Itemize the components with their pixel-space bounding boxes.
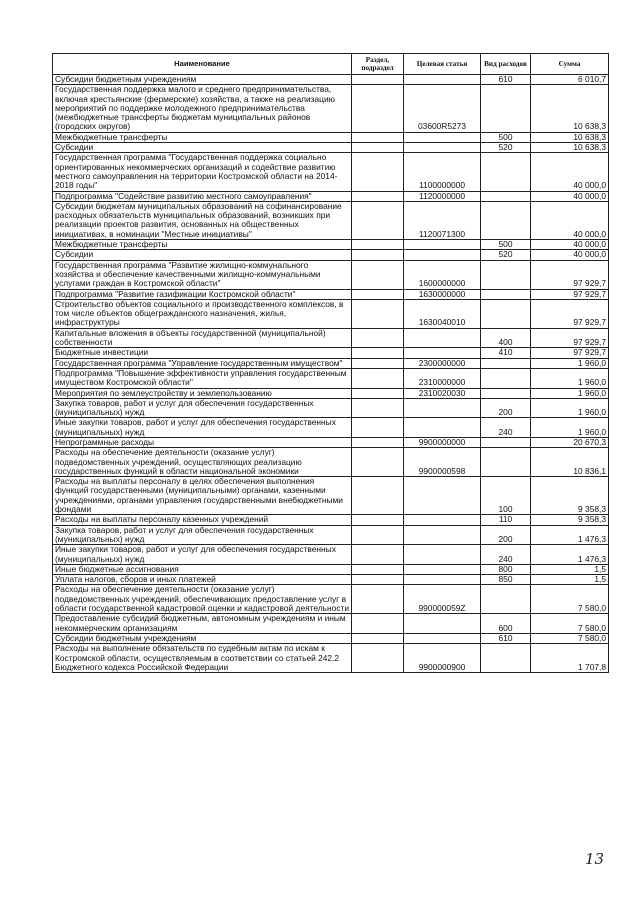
table-row (53, 250, 609, 260)
target-cell (404, 418, 481, 438)
table-row (53, 585, 609, 614)
sum-cell: 40 000,0 (531, 153, 609, 191)
type-cell: 240 (481, 545, 531, 565)
name-cell: Предоставление субсидий бюджетным, автономным учреждениям и иным некоммерческим организациям (53, 614, 352, 634)
name-cell: Иные закупки товаров, работ и услуг для обеспечения государственных (муниципальных) нужд (53, 418, 352, 438)
table-row (53, 348, 609, 358)
sum-cell: 97 929,7 (531, 299, 609, 328)
header-name: Наименование (53, 54, 352, 75)
type-cell: 610 (481, 633, 531, 643)
sum-cell: 7 580,0 (531, 633, 609, 643)
name-cell: Капитальные вложения в объекты государственной (муниципальной) собственности (53, 328, 352, 348)
sum-cell: 10 836,1 (531, 448, 609, 477)
sum-cell: 1 960,0 (531, 368, 609, 388)
target-cell: 990000059Z (404, 585, 481, 614)
sum-cell: 9 358,3 (531, 477, 609, 515)
type-cell (481, 358, 531, 368)
name-cell: Бюджетные инвестиции (53, 348, 352, 358)
target-cell (404, 633, 481, 643)
sum-cell: 10 638,3 (531, 132, 609, 142)
target-cell (404, 328, 481, 348)
section-cell (352, 358, 404, 368)
section-cell (352, 201, 404, 239)
type-cell (481, 153, 531, 191)
section-cell (352, 418, 404, 438)
sum-cell: 1 476,3 (531, 525, 609, 545)
name-cell: Субсидии бюджетам муниципальных образований на софинансирование расходных обязательств муниципальных образований, возникших при реализации проектов развития, основанных на общественных инициативах, в номинации "Местные инициативы" (53, 201, 352, 239)
table-row (53, 398, 609, 418)
table-row (53, 614, 609, 634)
type-cell: 100 (481, 477, 531, 515)
name-cell: Межбюджетные трансферты (53, 240, 352, 250)
table-row (53, 260, 609, 289)
type-cell (481, 85, 531, 132)
target-cell (404, 132, 481, 142)
type-cell: 520 (481, 250, 531, 260)
table-row (53, 358, 609, 368)
target-cell (404, 348, 481, 358)
target-cell: 1630000000 (404, 289, 481, 299)
name-cell: Расходы на выплаты персоналу в целях обеспечения выполнения функций государственными (муниципальными) органами, казенными учреждениями, органами управления государственными внебюджетными фондами (53, 477, 352, 515)
type-cell: 600 (481, 614, 531, 634)
section-cell (352, 525, 404, 545)
name-cell: Подпрограмма "Повышение эффективности управления государственным имуществом Костромской области" (53, 368, 352, 388)
section-cell (352, 545, 404, 565)
section-cell (352, 644, 404, 673)
name-cell: Государственная поддержка малого и среднего предпринимательства, включая крестьянские (фермерские) хозяйства, а также на реализацию мероприятий по поддержке молодежного предпринимательства (межбюджетные трансферты бюджетам муниципальных районов (городских округов) (53, 85, 352, 132)
section-cell (352, 633, 404, 643)
name-cell: Иные закупки товаров, работ и услуг для обеспечения государственных (муниципальных) нужд (53, 545, 352, 565)
table-row (53, 143, 609, 153)
name-cell: Субсидии (53, 250, 352, 260)
table-row (53, 388, 609, 398)
name-cell: Непрограммные расходы (53, 437, 352, 447)
sum-cell: 1 960,0 (531, 358, 609, 368)
section-cell (352, 575, 404, 585)
table-row (53, 240, 609, 250)
name-cell: Субсидии бюджетным учреждениям (53, 75, 352, 85)
name-cell: Подпрограмма "Развитие газификации Костромской области" (53, 289, 352, 299)
table-body (53, 75, 609, 673)
table-row (53, 525, 609, 545)
sum-cell: 1,5 (531, 564, 609, 574)
section-cell (352, 437, 404, 447)
target-cell (404, 398, 481, 418)
sum-cell: 97 929,7 (531, 260, 609, 289)
name-cell: Субсидии бюджетным учреждениям (53, 633, 352, 643)
table-row (53, 437, 609, 447)
type-cell (481, 191, 531, 201)
table-row (53, 368, 609, 388)
name-cell: Уплата налогов, сборов и иных платежей (53, 575, 352, 585)
target-cell: 9900000000 (404, 437, 481, 447)
section-cell (352, 299, 404, 328)
sum-cell: 7 580,0 (531, 614, 609, 634)
type-cell: 850 (481, 575, 531, 585)
table-row (53, 201, 609, 239)
target-cell (404, 250, 481, 260)
target-cell (404, 545, 481, 565)
table-row (53, 299, 609, 328)
table-row (53, 515, 609, 525)
section-cell (352, 477, 404, 515)
budget-table-page (52, 53, 608, 673)
table-row (53, 448, 609, 477)
name-cell: Закупка товаров, работ и услуг для обеспечения государственных (муниципальных) нужд (53, 398, 352, 418)
name-cell: Расходы на выплаты персоналу казенных учреждений (53, 515, 352, 525)
section-cell (352, 132, 404, 142)
sum-cell: 7 580,0 (531, 585, 609, 614)
type-cell: 610 (481, 75, 531, 85)
sum-cell: 1 960,0 (531, 388, 609, 398)
target-cell (404, 240, 481, 250)
type-cell (481, 585, 531, 614)
section-cell (352, 448, 404, 477)
target-cell: 9900000900 (404, 644, 481, 673)
table-row (53, 75, 609, 85)
section-cell (352, 191, 404, 201)
sum-cell: 40 000,0 (531, 250, 609, 260)
type-cell: 110 (481, 515, 531, 525)
section-cell (352, 260, 404, 289)
section-cell (352, 75, 404, 85)
header-section: Раздел, подраздел (352, 54, 404, 75)
name-cell: Мероприятия по землеустройству и землепользованию (53, 388, 352, 398)
sum-cell: 97 929,7 (531, 289, 609, 299)
target-cell: 1120071300 (404, 201, 481, 239)
target-cell: 1100000000 (404, 153, 481, 191)
sum-cell: 1 476,3 (531, 545, 609, 565)
target-cell: 1600000000 (404, 260, 481, 289)
name-cell: Субсидии (53, 143, 352, 153)
sum-cell: 10 638,3 (531, 143, 609, 153)
sum-cell: 1,5 (531, 575, 609, 585)
target-cell (404, 525, 481, 545)
target-cell: 2300000000 (404, 358, 481, 368)
type-cell: 520 (481, 143, 531, 153)
name-cell: Закупка товаров, работ и услуг для обеспечения государственных (муниципальных) нужд (53, 525, 352, 545)
section-cell (352, 328, 404, 348)
target-cell: 2310020030 (404, 388, 481, 398)
name-cell: Государственная программа "Государственная поддержка социально ориентированных некоммерческих организаций и содействие развитию местного самоуправления на территории Костромской области на 2014-2018 годы" (53, 153, 352, 191)
type-cell (481, 437, 531, 447)
name-cell: Иные бюджетные ассигнования (53, 564, 352, 574)
type-cell (481, 289, 531, 299)
table-header-row (53, 54, 609, 75)
name-cell: Подпрограмма "Содействие развитию местного самоуправления" (53, 191, 352, 201)
table-row (53, 418, 609, 438)
type-cell: 240 (481, 418, 531, 438)
type-cell: 200 (481, 398, 531, 418)
type-cell (481, 368, 531, 388)
target-cell: 1120000000 (404, 191, 481, 201)
type-cell (481, 644, 531, 673)
sum-cell: 6 010,7 (531, 75, 609, 85)
section-cell (352, 585, 404, 614)
sum-cell: 9 358,3 (531, 515, 609, 525)
table-row (53, 633, 609, 643)
sum-cell: 97 929,7 (531, 348, 609, 358)
sum-cell: 40 000,0 (531, 240, 609, 250)
section-cell (352, 143, 404, 153)
table-row (53, 85, 609, 132)
target-cell: 9900000598 (404, 448, 481, 477)
name-cell: Государственная программа "Развитие жилищно-коммунального хозяйства и обеспечение качественными жилищно-коммунальными услугами граждан в Костромской области" (53, 260, 352, 289)
name-cell: Расходы на обеспечение деятельности (оказание услуг) подведомственных учреждений, обеспечивающих предоставление услуг в области государственной кадастровой оценки и кадастровой деятельности (53, 585, 352, 614)
section-cell (352, 564, 404, 574)
type-cell: 800 (481, 564, 531, 574)
section-cell (352, 240, 404, 250)
section-cell (352, 614, 404, 634)
section-cell (352, 348, 404, 358)
target-cell (404, 75, 481, 85)
table-row (53, 545, 609, 565)
header-sum: Сумма (531, 54, 609, 75)
target-cell: 1630040010 (404, 299, 481, 328)
type-cell (481, 201, 531, 239)
budget-table (52, 53, 609, 673)
target-cell (404, 515, 481, 525)
type-cell (481, 299, 531, 328)
section-cell (352, 398, 404, 418)
type-cell (481, 448, 531, 477)
sum-cell: 1 960,0 (531, 398, 609, 418)
section-cell (352, 368, 404, 388)
target-cell (404, 143, 481, 153)
table-row (53, 477, 609, 515)
section-cell (352, 388, 404, 398)
sum-cell: 40 000,0 (531, 201, 609, 239)
target-cell (404, 614, 481, 634)
type-cell: 410 (481, 348, 531, 358)
type-cell (481, 388, 531, 398)
table-row (53, 575, 609, 585)
table-row (53, 132, 609, 142)
sum-cell: 10 638,3 (531, 85, 609, 132)
type-cell: 200 (481, 525, 531, 545)
table-row (53, 644, 609, 673)
section-cell (352, 289, 404, 299)
page-number: 13 (585, 850, 605, 868)
type-cell: 500 (481, 132, 531, 142)
name-cell: Расходы на обеспечение деятельности (оказание услуг) подведомственных учреждений, осуществляющих реализацию государственных функций в области национальной экономики (53, 448, 352, 477)
name-cell: Строительство объектов социального и производственного комплексов, в том числе объектов общегражданского назначения, жилья, инфраструктуры (53, 299, 352, 328)
sum-cell: 40 000,0 (531, 191, 609, 201)
name-cell: Расходы на выполнение обязательств по судебным актам по искам к Костромской области, осуществляемым в соответствии со статьей 242.2 Бюджетного кодекса Российской Федерации (53, 644, 352, 673)
sum-cell: 20 670,3 (531, 437, 609, 447)
header-type: Вид расходов (481, 54, 531, 75)
section-cell (352, 85, 404, 132)
section-cell (352, 153, 404, 191)
type-cell: 500 (481, 240, 531, 250)
section-cell (352, 515, 404, 525)
target-cell: 2310000000 (404, 368, 481, 388)
section-cell (352, 250, 404, 260)
table-row (53, 153, 609, 191)
table-row (53, 564, 609, 574)
table-row (53, 328, 609, 348)
target-cell (404, 477, 481, 515)
sum-cell: 1 707,8 (531, 644, 609, 673)
target-cell (404, 575, 481, 585)
sum-cell: 97 929,7 (531, 328, 609, 348)
sum-cell: 1 960,0 (531, 418, 609, 438)
name-cell: Межбюджетные трансферты (53, 132, 352, 142)
name-cell: Государственная программа "Управление государственным имуществом" (53, 358, 352, 368)
type-cell (481, 260, 531, 289)
target-cell (404, 564, 481, 574)
table-row (53, 191, 609, 201)
type-cell: 400 (481, 328, 531, 348)
header-target: Целевая статья (404, 54, 481, 75)
table-row (53, 289, 609, 299)
target-cell: 03600R5273 (404, 85, 481, 132)
